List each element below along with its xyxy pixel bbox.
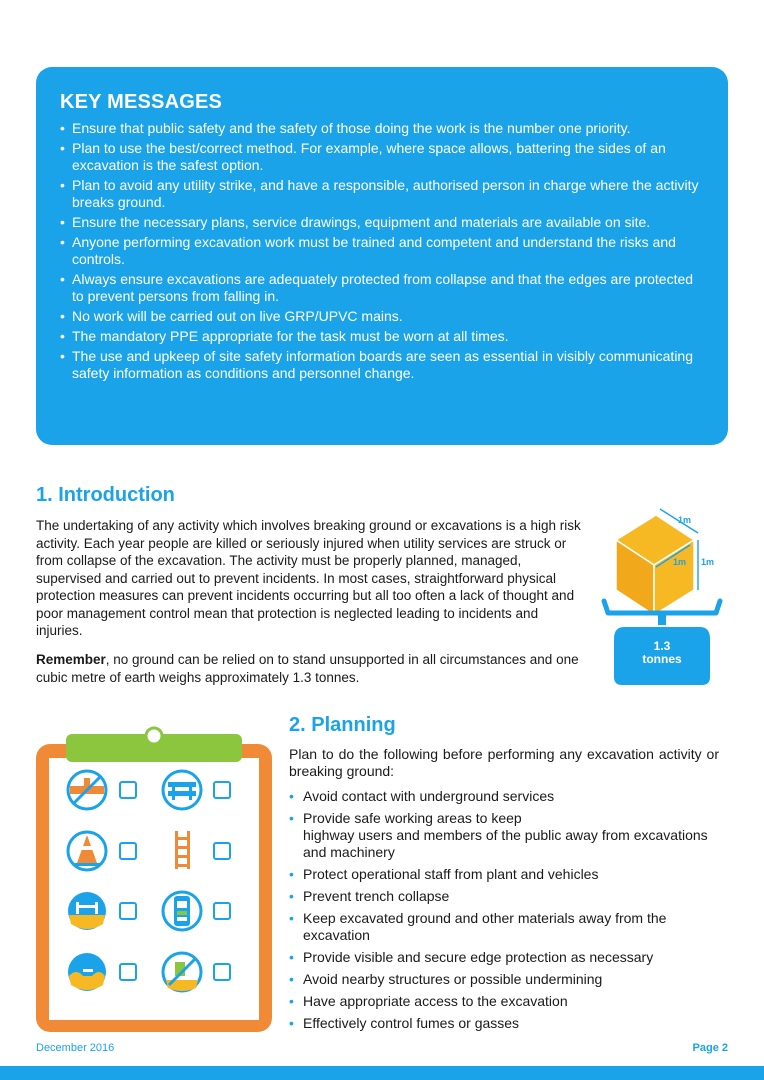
trench-collapse-icon bbox=[68, 953, 106, 991]
cube-dim-side: 1m bbox=[701, 557, 715, 567]
planning-item: • Prevent trench collapse bbox=[289, 888, 719, 905]
key-messages-title: KEY MESSAGES bbox=[60, 91, 223, 113]
key-message-item: • No work will be carried out on live GRP/UPVC mains. bbox=[60, 308, 704, 325]
planning-checklist-clipboard bbox=[36, 722, 272, 1032]
footer-bar bbox=[0, 1066, 764, 1080]
key-messages-box bbox=[36, 67, 728, 445]
planning-item: • Effectively control fumes or gasses bbox=[289, 1015, 719, 1032]
key-message-item: • The mandatory PPE appropriate for the task must be worn at all times. bbox=[60, 328, 704, 345]
page-number: Page 2 bbox=[692, 1042, 728, 1054]
key-message-item: • Anyone performing excavation work must be trained and competent and understand the risks and controls. bbox=[60, 234, 704, 268]
introduction-paragraph: The undertaking of any activity which involves breaking ground or excavations is a high risk activity. Each year people are killed or seriously injured when utility services are struck or from collapse of the excavation. The activity must be properly planned, managed, supervised and carried out to prevent incidents. In most cases, straightforward physical protection measures can prevent incidents occurring but all too often a lack of thought and poor management control mean that protection is neglected leading to incidents and injuries. bbox=[36, 518, 581, 638]
remember-paragraph bbox=[36, 651, 596, 686]
remember-label: Remember bbox=[36, 652, 106, 667]
planning-item: • Protect operational staff from plant and vehicles bbox=[289, 866, 719, 883]
key-message-item: • Ensure the necessary plans, service drawings, equipment and materials are available on site. bbox=[60, 214, 704, 231]
remember-text: , no ground can be relied on to stand unsupported in all circumstances and one cubic metre of earth weighs approximately 1.3 tonnes. bbox=[36, 652, 579, 685]
key-message-item: • The use and upkeep of site safety information boards are seen as essential in visibly communicating safety information as conditions and personnel change. bbox=[60, 348, 704, 382]
key-message-item: • Plan to avoid any utility strike, and have a responsible, authorised person in charge where the activity breaks ground. bbox=[60, 177, 704, 211]
planning-heading: 2. Planning bbox=[289, 714, 396, 736]
key-messages-list bbox=[60, 120, 704, 382]
introduction-heading: 1. Introduction bbox=[36, 484, 175, 506]
weight-unit: tonnes bbox=[642, 652, 682, 666]
trench-support-icon bbox=[68, 892, 106, 930]
cube-dim-top: 1m bbox=[678, 515, 692, 525]
planning-item: • Avoid nearby structures or possible undermining bbox=[289, 971, 719, 988]
weight-value: 1.3 bbox=[653, 639, 671, 653]
cube-on-scale-icon bbox=[598, 505, 728, 690]
planning-item: • Provide visible and secure edge protection as necessary bbox=[289, 949, 719, 966]
footer-date: December 2016 bbox=[36, 1042, 115, 1054]
planning-item: • Keep excavated ground and other materials away from the excavation bbox=[289, 910, 719, 944]
key-message-item: • Ensure that public safety and the safety of those doing the work is the number one priority. bbox=[60, 120, 704, 137]
planning-intro: Plan to do the following before performing any excavation activity or breaking ground: bbox=[289, 746, 719, 779]
key-message-item: • Always ensure excavations are adequately protected from collapse and that the edges are protected to prevent persons from falling in. bbox=[60, 271, 704, 305]
planning-list bbox=[289, 788, 719, 1037]
key-message-item: • Plan to use the best/correct method. For example, where space allows, battering the sides of an excavation is the safest option. bbox=[60, 140, 704, 174]
planning-item: • Provide safe working areas to keep highway users and members of the public away from excavations and machinery bbox=[289, 810, 719, 861]
planning-item: • Avoid contact with underground services bbox=[289, 788, 719, 805]
cube-dim-front: 1m bbox=[673, 557, 687, 567]
planning-item: • Have appropriate access to the excavation bbox=[289, 993, 719, 1010]
